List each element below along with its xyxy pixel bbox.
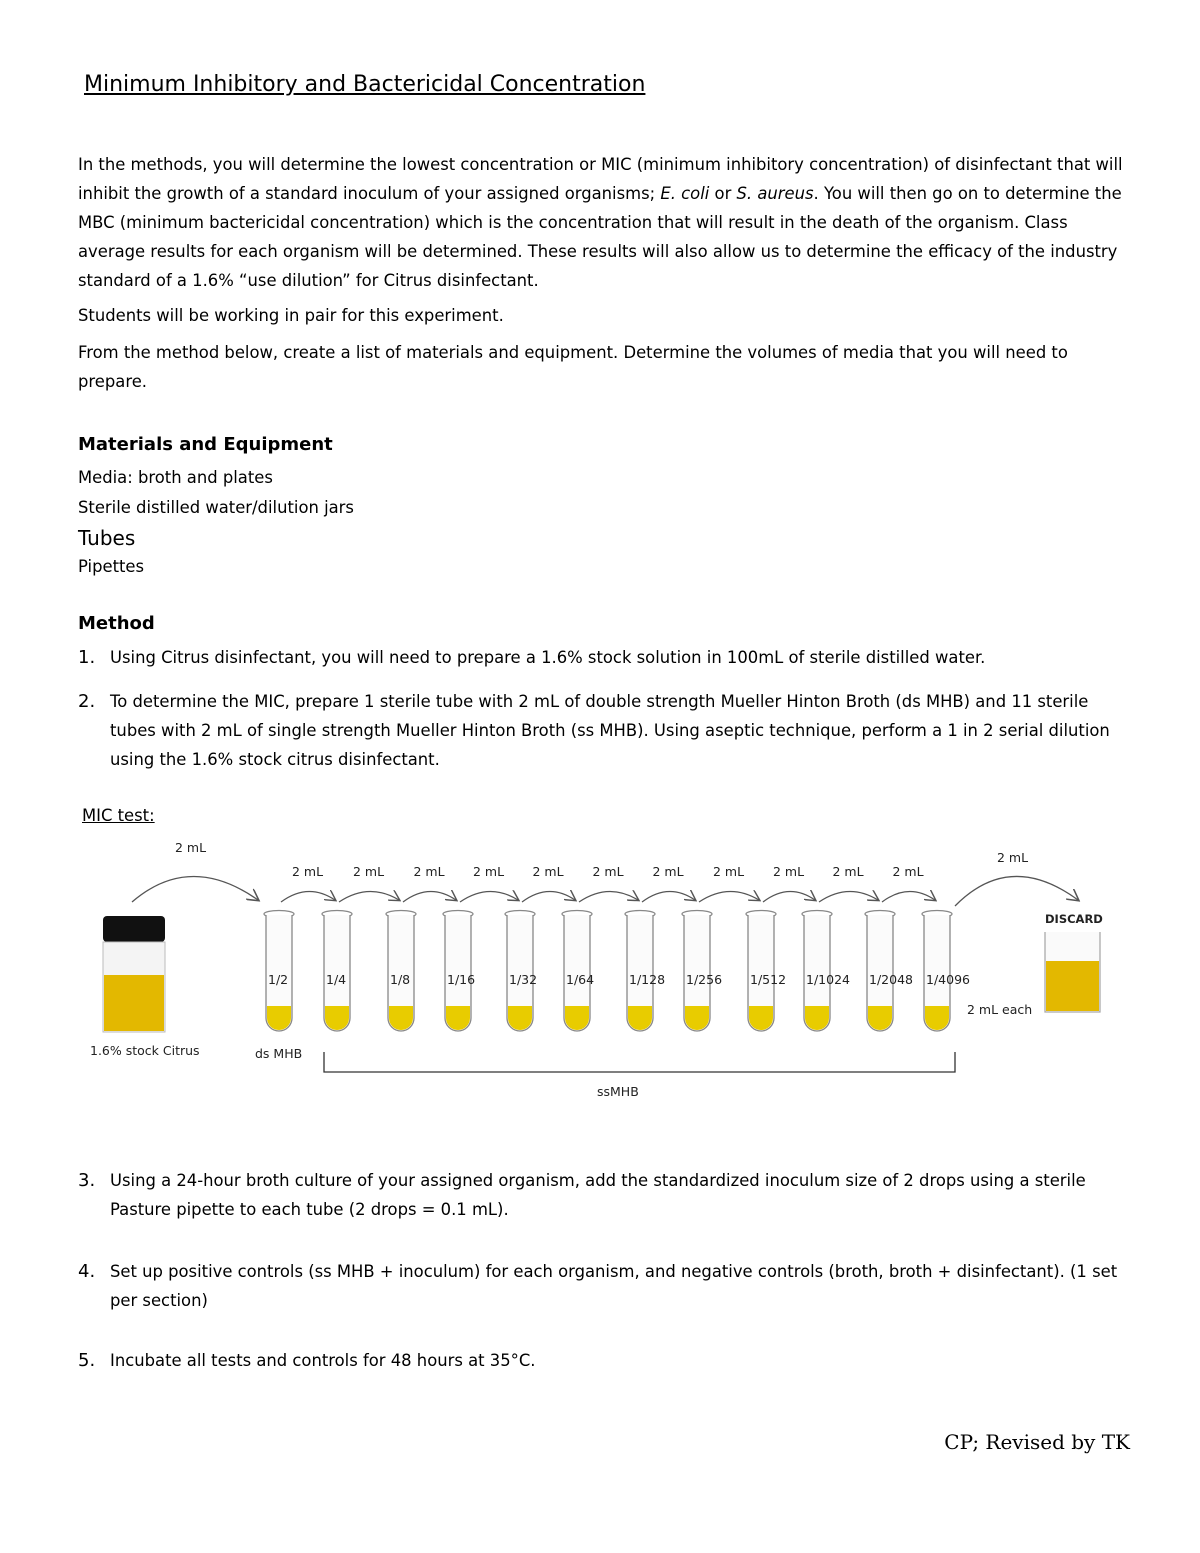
organism-ecoli: E. coli [660,184,710,203]
method-step [78,1346,1138,1375]
step-text: Incubate all tests and controls for 48 hours at 35°C. [110,1351,536,1370]
first-transfer-label: 2 mL [175,840,207,855]
ss-mhb-bracket [324,1052,955,1072]
dilution-label: 1/4 [326,972,347,987]
method-step [78,687,1138,774]
material-item: Sterile distilled water/dilution jars [78,498,354,517]
test-tube [264,911,294,1032]
page-title: Minimum Inhibitory and Bactericidal Concentration [84,72,646,97]
step-text: Set up positive controls (ss MHB + inoculum) for each organism, and negative controls (broth, broth + disinfectant). (1 set per section) [110,1262,1118,1310]
discard-transfer-label: 2 mL [997,850,1029,865]
step-number: 1. [78,647,96,668]
instructions-paragraph: From the method below, create a list of materials and equipment. Determine the volumes of media that you will need to prepare. [78,343,1068,391]
intro-text-b: . You will then go on to determine the MBC (minimum bactericidal concentration) which is the concentration that will result in the death of the organism. Class average results for each organism will be determined. These results will also allow us to determine the efficacy of the industry standard of a 1.6% “use dilution” for Citrus disinfectant. [78,184,1122,290]
tube-liquid [565,1006,589,1030]
materials-heading: Materials and Equipment [78,434,333,455]
transfer-label: 2 mL [773,864,805,879]
dilution-label: 1/512 [750,972,787,987]
transfer-arrow [460,891,518,902]
dilution-label: 1/2 [268,972,289,987]
transfer-label: 2 mL [353,864,385,879]
step-text: To determine the MIC, prepare 1 sterile tube with 2 mL of double strength Mueller Hinton Broth (ds MHB) and 11 sterile tubes with 2 mL of single strength Mueller Hinton Broth (ss MHB). Using aseptic technique, perform a 1 in 2 serial dilution using the 1.6% stock citrus disinfectant. [110,692,1110,769]
test-tube [505,911,538,1032]
test-tube [682,911,712,1032]
tube-liquid [685,1006,709,1030]
step-number: 2. [78,691,96,712]
material-item: Tubes [78,526,136,550]
mic-diagram [0,830,1200,1110]
transfer-label: 2 mL [292,864,324,879]
mic-test-caption: MIC test: [82,806,155,825]
organism-saureus: S. aureus [736,184,814,203]
step-text: Using Citrus disinfectant, you will need to prepare a 1.6% stock solution in 100mL of sterile distilled water. [110,648,986,667]
transfer-arrow [281,891,335,902]
test-tube [922,911,952,1032]
pair-note: Students will be working in pair for this experiment. [78,306,504,325]
transfer-arrow [763,891,815,902]
transfer-label: 2 mL [713,864,745,879]
dilution-label: 1/8 [390,972,411,987]
tube-liquid [446,1006,470,1030]
stock-label: 1.6% stock Citrus [90,1043,200,1058]
bottle-cap [103,916,165,942]
test-tube [802,911,832,1032]
method-step [78,1166,1138,1224]
first-transfer-arrow [132,876,258,902]
material-item: Pipettes [78,557,145,576]
discard-liquid [1046,961,1099,1011]
transfer-label: 2 mL [892,864,924,879]
tube-liquid [628,1006,652,1030]
test-tube [625,911,655,1032]
tube-liquid [805,1006,829,1030]
transfer-arrow [699,891,759,902]
test-tube [562,911,595,1032]
transfer-label: 2 mL [473,864,505,879]
method-step [78,1257,1138,1315]
method-step [78,643,1138,672]
stock-bottle [103,916,165,1032]
test-tube [386,911,416,1032]
dilution-label: 1/2048 [869,972,913,987]
dilution-label: 1/64 [566,972,595,987]
test-tube [746,911,776,1032]
dilution-label: 1/4096 [926,972,970,987]
method-heading: Method [78,613,155,634]
test-tube [443,911,476,1032]
step-number: 5. [78,1350,96,1371]
step-text: Using a 24-hour broth culture of your assigned organism, add the standardized inoculum size of 2 drops using a sterile Pasture pipette to each tube (2 drops = 0.1 mL). [110,1171,1086,1219]
tube-liquid [925,1006,949,1030]
transfer-arrow [403,891,456,902]
intro-paragraph [78,150,1138,295]
dilution-label: 1/1024 [806,972,850,987]
transfer-arrow [819,891,878,902]
tube-liquid [749,1006,773,1030]
tube-liquid [508,1006,532,1030]
ds-mhb-label: ds MHB [255,1046,303,1061]
ss-mhb-label: ssMHB [597,1084,639,1099]
dilution-label: 1/32 [509,972,538,987]
material-item: Media: broth and plates [78,468,273,487]
tube-liquid [868,1006,892,1030]
transfer-label: 2 mL [532,864,564,879]
tube-liquid [389,1006,413,1030]
transfer-arrow [882,891,935,902]
each-label: 2 mL each [967,1002,1033,1017]
tube-liquid [325,1006,349,1030]
discard-beaker [1045,932,1100,1012]
transfer-label: 2 mL [413,864,445,879]
dilution-label: 1/256 [686,972,723,987]
step-number: 4. [78,1261,96,1282]
stock-liquid [104,975,164,1031]
discard-arrow [955,876,1078,906]
tube-rack [264,864,970,1031]
test-tube [322,911,352,1032]
intro-text-or: or [709,184,737,203]
dilution-label: 1/128 [629,972,666,987]
transfer-arrow [339,891,399,902]
transfer-label: 2 mL [592,864,624,879]
transfer-label: 2 mL [832,864,864,879]
transfer-arrow [522,891,575,902]
step-number: 3. [78,1170,96,1191]
footer-credit: CP; Revised by TK [944,1430,1130,1454]
transfer-arrow [579,891,638,902]
tube-liquid [267,1006,291,1030]
intro-text-a: In the methods, you will determine the lowest concentration or MIC (minimum inhibitory concentration) of disinfectant that will inhibit the growth of a standard inoculum of your assigned organisms; [78,155,1123,203]
transfer-arrow [642,891,695,902]
discard-label: DISCARD [1045,912,1103,926]
transfer-label: 2 mL [652,864,684,879]
test-tube [865,911,895,1032]
dilution-label: 1/16 [447,972,476,987]
